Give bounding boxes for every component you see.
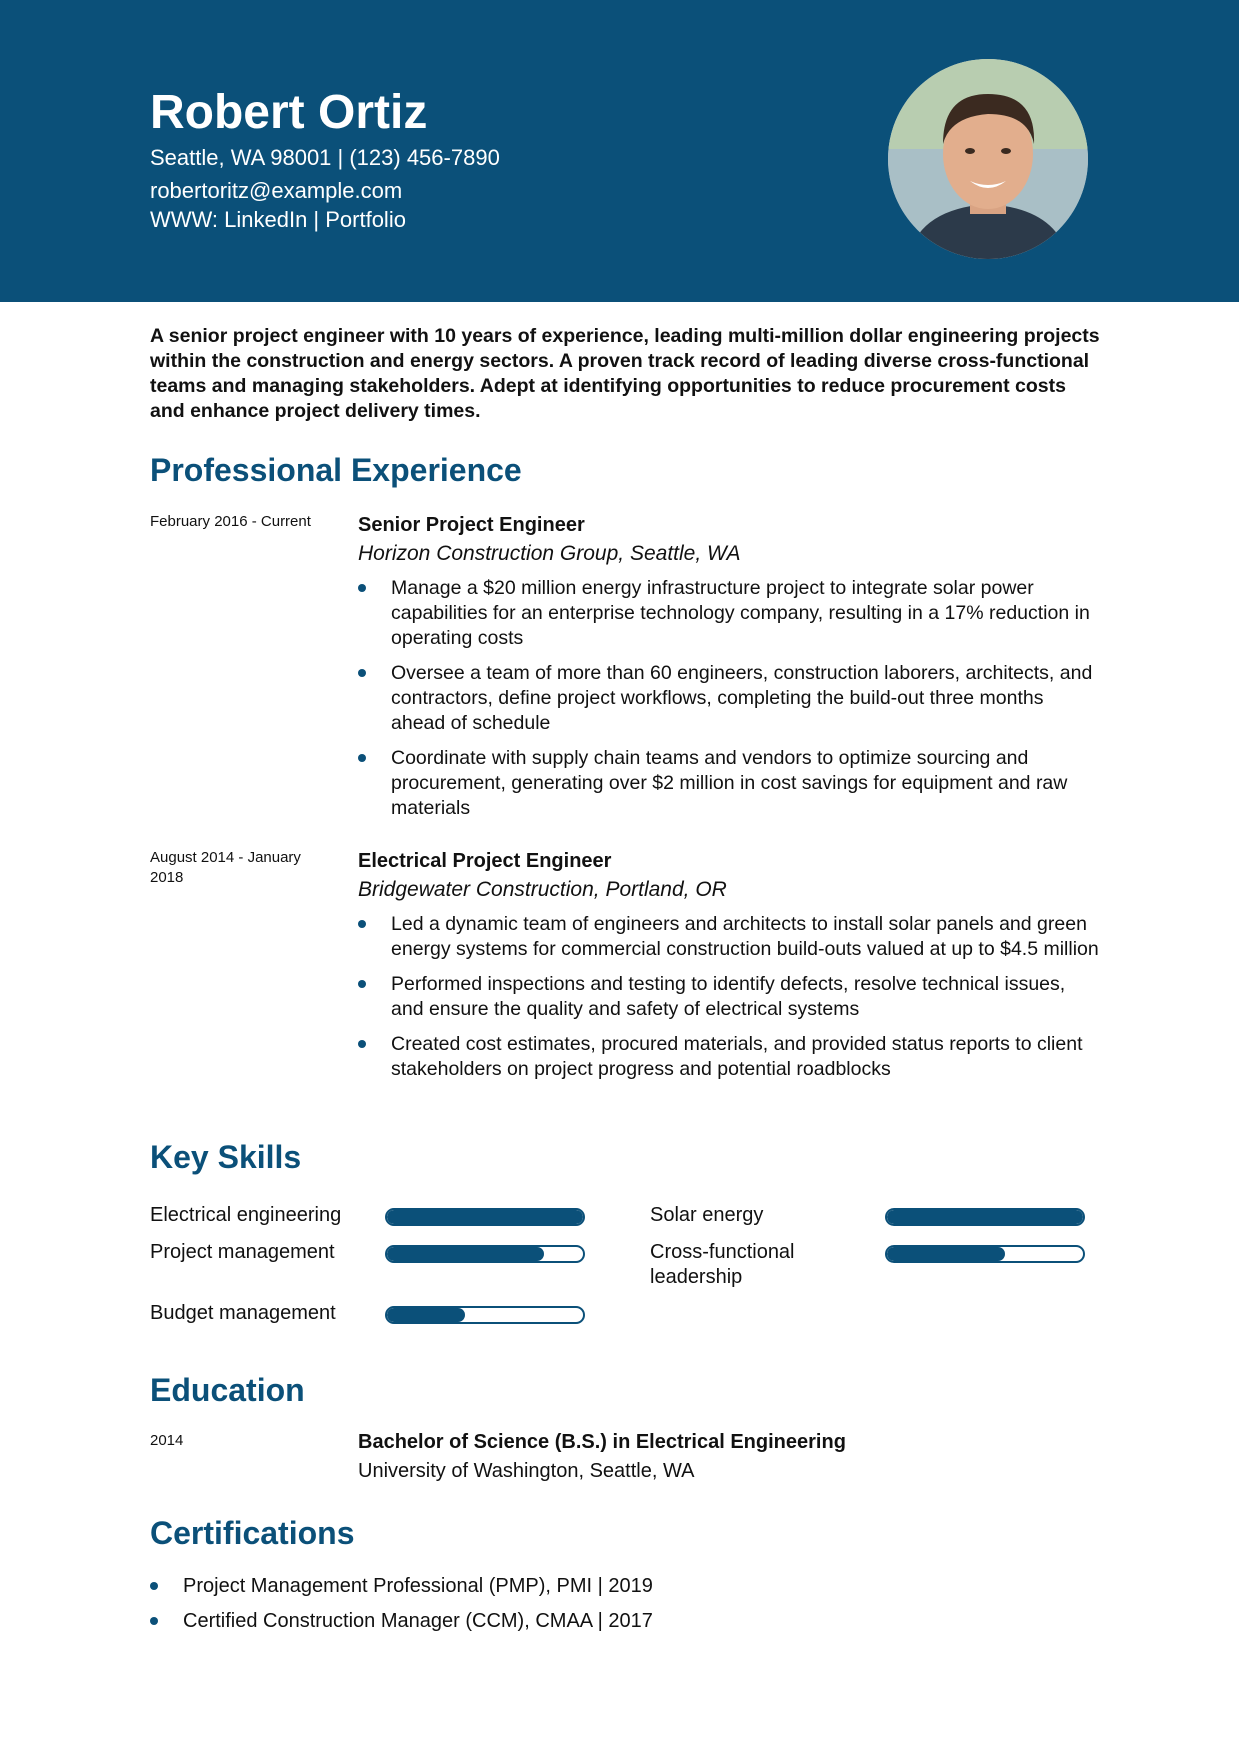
portrait-icon [888,59,1088,259]
bullet-icon [150,1582,158,1590]
skills-heading: Key Skills [150,1139,302,1175]
list-item: Certified Construction Manager (CCM), CMAA | 2017 [150,1608,653,1634]
skill-bar [885,1208,1085,1226]
bullet-icon [358,920,366,928]
candidate-name: Robert Ortiz [150,86,428,139]
job-company: Horizon Construction Group, Seattle, WA [358,542,741,565]
list-item: Coordinate with supply chain teams and vendors to optimize sourcing and procurement, generating over $2 million in cost savings for equipment and raw materials [358,746,1100,821]
job-bullets [358,912,1100,1082]
job-dates: February 2016 - Current [150,513,311,530]
list-item: Led a dynamic team of engineers and architects to install solar panels and green energy systems for commercial construction build-outs valued at up to $4.5 million [358,912,1100,962]
bullet-icon [358,669,366,677]
skill-label: Project management [150,1241,335,1263]
certifications-heading: Certifications [150,1515,355,1551]
bullet-icon [358,584,366,592]
education-school: University of Washington, Seattle, WA [358,1460,695,1482]
skill-label: Budget management [150,1302,336,1324]
location-phone: Seattle, WA 98001 | (123) 456-7890 [150,145,500,170]
list-item: Created cost estimates, procured materials, and provided status reports to client stakeholders on project progress and potential roadblocks [358,1032,1100,1082]
skill-bar [385,1306,585,1324]
profile-photo [888,59,1088,259]
education-year: 2014 [150,1432,184,1449]
job-title: Electrical Project Engineer [358,850,612,872]
education-heading: Education [150,1372,305,1408]
job-title: Senior Project Engineer [358,514,585,536]
bullet-icon [358,980,366,988]
skill-label: Electrical engineering [150,1204,342,1226]
list-item: Project Management Professional (PMP), PMI | 2019 [150,1573,653,1599]
skill-bar [385,1245,585,1263]
web-links: WWW: LinkedIn | Portfolio [150,207,406,232]
professional-summary: A senior project engineer with 10 years of experience, leading multi-million dollar engineering projects within the construction and energy sectors. A proven track record of leading diverse cross-functional teams and managing stakeholders. Adept at identifying opportunities to reduce procurement costs and enhance project delivery times. [150,325,1100,422]
email-address: robertoritz@example.com [150,178,403,203]
job-company: Bridgewater Construction, Portland, OR [358,878,727,901]
list-item: Oversee a team of more than 60 engineers, construction laborers, architects, and contractors, define project workflows, completing the build-out three months ahead of schedule [358,661,1100,736]
job-bullets [358,576,1100,821]
education-degree: Bachelor of Science (B.S.) in Electrical Engineering [358,1431,846,1453]
list-item: Manage a $20 million energy infrastructure project to integrate solar power capabilities for an enterprise technology company, resulting in a 17% reduction in operating costs [358,576,1100,651]
bullet-icon [150,1617,158,1625]
bullet-icon [358,754,366,762]
job-dates: August 2014 - January 2018 [150,849,301,886]
skill-label: Solar energy [650,1204,764,1226]
bullet-icon [358,1040,366,1048]
experience-heading: Professional Experience [150,452,522,488]
skill-bar [385,1208,585,1226]
skill-bar [885,1245,1085,1263]
resume-header [0,0,1239,302]
skill-label: Cross-functional leadership [650,1241,795,1288]
list-item: Performed inspections and testing to identify defects, resolve technical issues, and ensure the quality and safety of electrical systems [358,972,1100,1022]
